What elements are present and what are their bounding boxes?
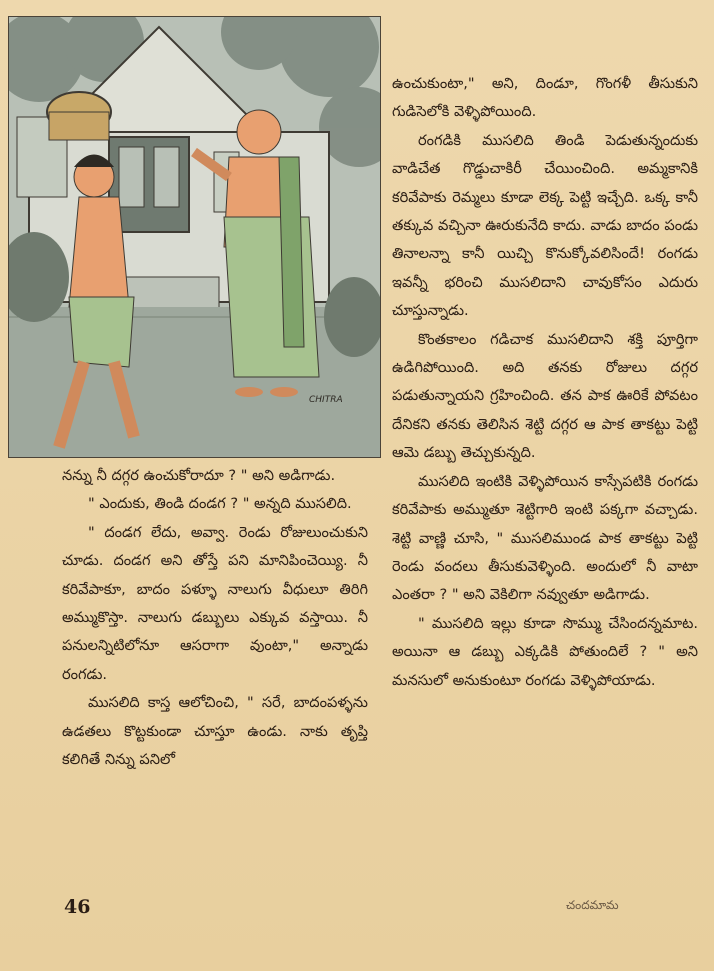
paragraph: " ఎందుకు, తిండి దండగ ? " అన్నది ముసలిది. (88, 495, 352, 513)
story-illustration (8, 16, 381, 458)
illustration-drawing (9, 17, 380, 457)
paragraph: రంగడికి ముసలిది తిండి పెడుతున్నందుకు వాడిచేత గొడ్డుచాకిరీ చేయించింది. అమ్మకానికి కరివేపాకు రెమ్మలు కూడా లెక్క పెట్టి ఇచ్చేది. ఒక్క కానీ తక్కువ వచ్చినా ఊరుకునేది కాదు. వాడు బాదం పండు తినాలన్నా కానీ యిచ్చి కొనుక్కోవలిసిందే! రంగడు ఇవన్నీ భరించి ముసలిదాని చావుకోసం ఎదురు చూస్తున్నాడు. (392, 131, 698, 320)
page-number: 46 (64, 896, 91, 918)
artist-signature: CHITRA (309, 395, 343, 405)
paragraph: కొంతకాలం గడిచాక ముసలిదాని శక్తి పూర్తిగా ఉడిగిపోయింది. అది తనకు రోజులు దగ్గర పడుతున్నాయని గ్రహించింది. తన పాక ఊరికే పోవటం దేనికని తనకు తెలిసిన శెట్టి దగ్గర ఆ పాక తాకట్టు పెట్టి ఆమె డబ్బు తెచ్చుకున్నది. (392, 330, 698, 462)
paragraph: " దండగ లేదు, అవ్వా. రెండు రోజులుంచుకుని చూడు. దండగ అని తోస్తే పని మానిపించెయ్యి. నీ కరివేపాకూ, బాదం పళ్ళూ నాలుగు వీధులూ తిరిగి అమ్ముకొస్తా. నాలుగు డబ్బులు ఎక్కువ వస్తాయి. నీ పనులన్నిటిలోనూ ఆసరాగా వుంటా," అన్నాడు రంగడు. (62, 523, 368, 683)
paragraph: ఉంచుకుంటా," అని, దిండూ, గొంగళీ తీసుకుని గుడిసెలోకి వెళ్ళిపోయింది. (392, 75, 698, 121)
paragraph: నన్ను నీ దగ్గర ఉంచుకోరాదూ ? " అని అడిగాడు. (62, 467, 336, 484)
left-text-column (62, 462, 368, 774)
paragraph: ముసలిది కాస్త ఆలోచించి, " సరే, బాదంపళ్ళను ఉడతలు కొట్టకుండా చూస్తూ ఉండు. నాకు తృప్తి కలిగితే నిన్ను పనిలో (62, 694, 368, 769)
right-text-column (392, 70, 698, 695)
paragraph: " ముసలిది ఇల్లు కూడా సొమ్ము చేసిందన్నమాట. అయినా ఆ డబ్బు ఎక్కడికి పోతుందిలే ? " అని మనసులో అనుకుంటూ రంగడు వెళ్ళిపోయాడు. (392, 614, 698, 689)
magazine-name: చందమామ (566, 898, 619, 912)
paragraph: ముసలిది ఇంటికి వెళ్ళిపోయిన కాస్సేపటికి రంగడు కరివేపాకు అమ్ముతూ శెట్టిగారి ఇంటి పక్కగా వచ్చాడు. శెట్టి వాణ్ణి చూసి, " ముసలిముండ పాక తాకట్టు పెట్టి రెండు వందలు తీసుకువెళ్ళింది. అందులో నీ వాటా ఎంతరా ? " అని వెకిలిగా నవ్వుతూ అడిగాడు. (392, 472, 698, 604)
